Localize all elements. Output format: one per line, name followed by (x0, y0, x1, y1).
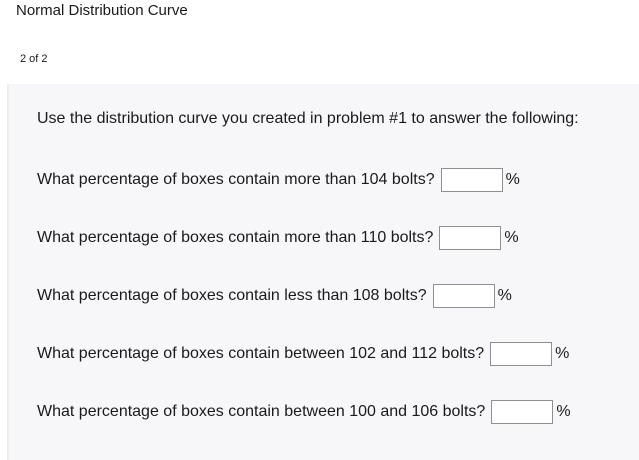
instructions-text: Use the distribution curve you created in problem #1 to answer the following: (37, 110, 579, 127)
header-area (0, 0, 639, 84)
question-row-3 (37, 284, 512, 308)
question-text: What percentage of boxes contain between 100 and 106 bolts? (37, 403, 486, 420)
percent-unit: % (504, 229, 519, 246)
answer-input-2[interactable] (439, 226, 501, 250)
answer-input-5[interactable] (491, 400, 553, 424)
question-text: What percentage of boxes contain more than 110 bolts? (37, 229, 434, 246)
percent-unit: % (556, 403, 571, 420)
panel-divider (7, 84, 9, 460)
question-text: What percentage of boxes contain less than 108 bolts? (37, 287, 427, 304)
page-counter: 2 of 2 (20, 53, 48, 65)
question-row-2 (37, 226, 519, 250)
question-text: What percentage of boxes contain more than 104 bolts? (37, 171, 435, 188)
question-text: What percentage of boxes contain between 102 and 112 bolts? (37, 345, 485, 362)
question-row-1 (37, 168, 520, 192)
answer-input-1[interactable] (441, 168, 503, 192)
page-title: Normal Distribution Curve (16, 2, 188, 19)
answer-input-3[interactable] (433, 284, 495, 308)
question-row-4 (37, 342, 569, 366)
answer-input-4[interactable] (490, 342, 552, 366)
percent-unit: % (555, 345, 570, 362)
question-row-5 (37, 400, 571, 424)
percent-unit: % (497, 287, 512, 304)
percent-unit: % (505, 171, 520, 188)
